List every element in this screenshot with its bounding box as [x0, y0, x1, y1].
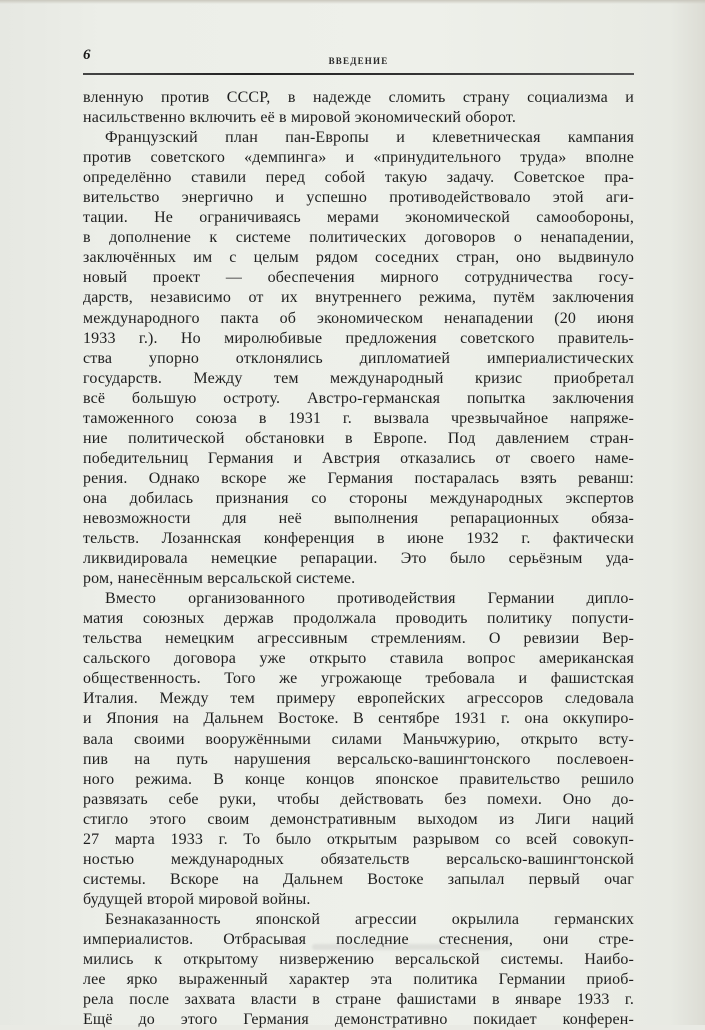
text-line: лее ярко выраженный характер эта политика Германии приоб-	[83, 971, 634, 989]
text-line: общественность. Того же угрожающе требовала и фашистская	[83, 670, 634, 688]
text-line: стигло этого своим демонстративным выходом из Лиги наций	[83, 810, 634, 828]
text-line: мились к открытому низвержению версальской системы. Наибо-	[83, 951, 634, 969]
text-line: вала своими вооружёнными силами Маньчжурию, открыто всту-	[83, 730, 634, 748]
text-line: Французский план пан-Европы и клеветническая кампания	[105, 129, 634, 147]
body-text	[83, 88, 634, 1030]
text-line: системы. Вскоре на Дальнем Востоке запылал первый очаг	[83, 870, 634, 888]
text-line: новый проект — обеспечения мирного сотрудничества госу-	[83, 269, 634, 287]
text-line: невозможности для неё выполнения репарационных обяза-	[83, 509, 634, 527]
text-line: победительниц Германия и Австрия отказались от своего наме-	[83, 449, 634, 467]
text-line: пив на путь нарушения версальско-вашингтонского послевоен-	[83, 750, 634, 768]
scan-smudge	[312, 944, 492, 950]
text-line: таможенного союза в 1931 г. вызвала чрезвычайное напряже-	[83, 409, 634, 427]
text-line: матия союзных держав продолжала проводить политику попусти-	[83, 610, 634, 628]
text-line: 1933 г.). Но миролюбивые предложения советского правитель-	[83, 329, 634, 347]
text-line: тации. Не ограничиваясь мерами экономической самообороны,	[83, 209, 634, 227]
page-top-edge	[0, 0, 705, 4]
page-number: 6	[83, 47, 91, 63]
text-line: развязать себе руки, чтобы действовать без помехи. Оно до-	[83, 790, 634, 808]
text-line: ностью международных обязательств версальско-вашингтонской	[83, 850, 634, 868]
text-line: рела после захвата власти в стране фашистами в январе 1933 г.	[83, 991, 634, 1009]
running-head: ВВЕДЕНИЕ	[328, 56, 389, 66]
text-line: империалистов. Отбрасывая последние стеснения, они стре-	[83, 930, 634, 948]
text-line: международного пакта об экономическом ненападении (20 июня	[83, 309, 634, 327]
text-line: Италия. Между тем примеру европейских агрессоров следовала	[83, 690, 634, 708]
text-line: и Япония на Дальнем Востоке. В сентябре 1931 г. она оккупиро-	[83, 710, 634, 728]
text-line: 27 марта 1933 г. То было открытым разрывом со всей совокуп-	[83, 830, 634, 848]
text-line: ром, нанесённым версальской системе.	[83, 570, 356, 588]
text-line: тельств. Лозаннская конференция в июне 1932 г. фактически	[83, 530, 634, 548]
text-line: насильственно включить её в мировой экономический оборот.	[83, 109, 516, 127]
text-line: сальского договора уже открыто ставила вопрос американская	[83, 650, 634, 668]
text-line: вительство энергично и успешно противодействовало этой аги-	[83, 189, 634, 207]
text-line: в дополнение к системе политических договоров о ненападении,	[83, 229, 634, 247]
text-line: дарств, независимо от их внутреннего режима, путём заключения	[83, 289, 634, 307]
text-line: ликвидировала немецкие репарации. Это было серьёзным уда-	[83, 550, 634, 568]
text-line: Безнаказанность японской агрессии окрылила германских	[105, 910, 634, 928]
text-line: рения. Однако вскоре же Германия постаралась взять реванш:	[83, 469, 634, 487]
text-line: ного режима. В конце концов японское правительство решило	[83, 770, 634, 788]
text-line: ние политической обстановки в Европе. Под давлением стран-	[83, 429, 634, 447]
text-line: вленную против СССР, в надежде сломить страну социализма и	[83, 89, 634, 106]
text-line: заключённых им с целым рядом соседних стран, оно выдвинуло	[83, 249, 634, 267]
text-line: всё большую остроту. Австро-германская попытка заключения	[83, 389, 634, 407]
text-line: Ещё до этого Германия демонстративно покидает конферен-	[83, 1011, 634, 1029]
text-line: она добилась признания со стороны международных экспертов	[83, 489, 634, 507]
text-line: государств. Между тем международный кризис приобретал	[83, 369, 634, 387]
text-line: ства упорно отклонялись дипломатией империалистических	[83, 349, 634, 367]
text-line: определённо ставили перед собой такую задачу. Советское пра-	[83, 169, 634, 187]
text-line: будущей второй мировой войны.	[83, 890, 311, 908]
text-line: Вместо организованного противодействия Германии дипло-	[105, 590, 634, 608]
text-line: тельства немецким агрессивным стремлениям. О ревизии Вер-	[83, 630, 634, 648]
text-line: против советского «демпинга» и «принудительного труда» вполне	[83, 149, 634, 167]
header-rule	[83, 73, 634, 75]
page-header	[83, 47, 634, 75]
